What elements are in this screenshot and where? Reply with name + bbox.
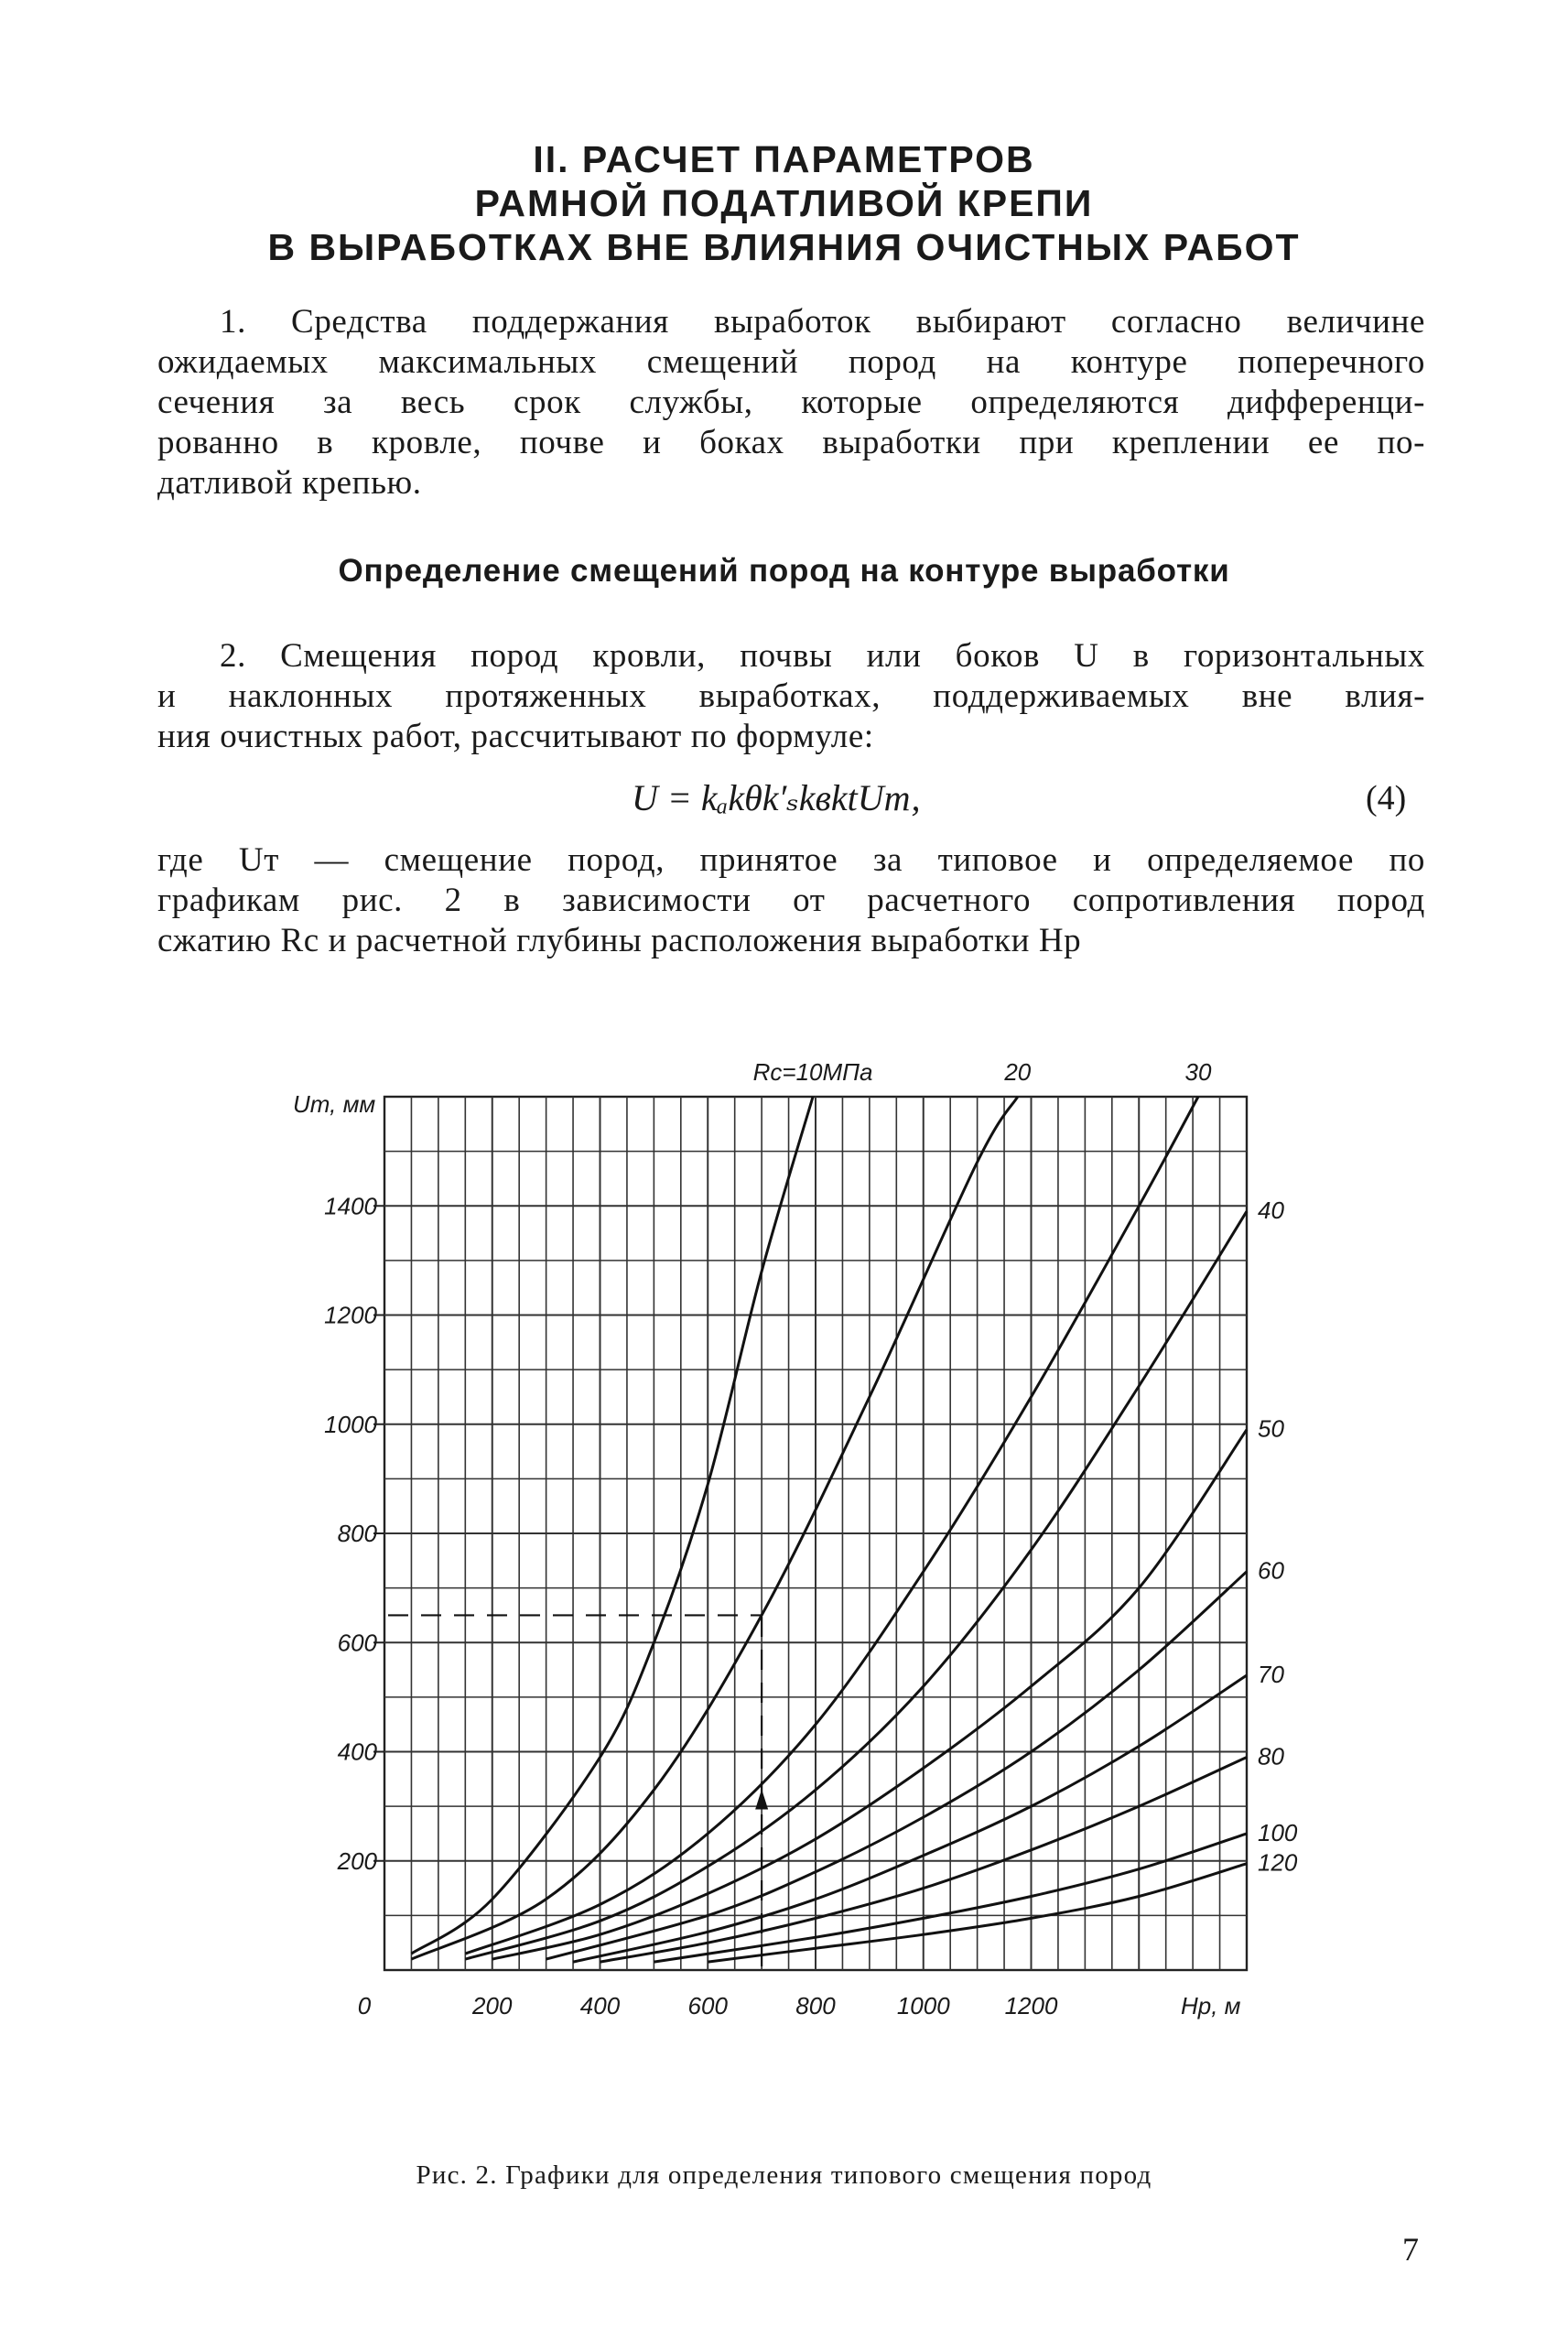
y-tick-label: 1400 [324, 1192, 377, 1220]
text-line: графикам рис. 2 в зависимости от расчетного сопротивления пород [157, 882, 1425, 919]
text-line: сечения за весь срок службы, которые определяются дифференци- [157, 384, 1425, 421]
x-axis-label: Hр, м [1181, 1992, 1241, 2019]
x-tick-label: 1200 [1004, 1992, 1058, 2019]
text-line: 1. Средства поддержания выработок выбирают согласно величине [220, 303, 1425, 341]
text-line: где Uт — смещение пород, принятое за типовое и определяемое по [157, 841, 1425, 879]
x-tick-label: 600 [687, 1992, 728, 2019]
title-line: II. РАСЧЕТ ПАРАМЕТРОВ [533, 138, 1035, 180]
text-line: рованно в кровле, почве и боках выработки при креплении ее по- [157, 424, 1425, 461]
x-tick-label: 400 [579, 1992, 621, 2019]
series-label: 40 [1258, 1196, 1284, 1225]
formula-number: (4) [1366, 779, 1407, 818]
series-line [411, 1097, 1017, 1959]
text-line: ния очистных работ, рассчитывают по формуле: [157, 718, 874, 755]
series-label: 100 [1258, 1818, 1298, 1846]
series-line [411, 1097, 813, 1954]
y-tick-label: 1200 [324, 1301, 377, 1329]
x-tick-label: 0 [357, 1992, 372, 2019]
series-label: 60 [1258, 1556, 1284, 1585]
text-line: и наклонных протяженных выработках, поддерживаемых вне влия- [157, 677, 1425, 715]
title-line: РАМНОЙ ПОДАТЛИВОЙ КРЕПИ [474, 182, 1094, 224]
page-number: 7 [1402, 2231, 1419, 2268]
series-label: Rс=10МПа [752, 1058, 873, 1086]
y-tick-label: 600 [337, 1629, 377, 1657]
x-tick-label: 800 [795, 1992, 836, 2019]
y-tick-label: 200 [337, 1846, 377, 1875]
x-tick-label: 200 [472, 1992, 513, 2019]
figure-caption: Рис. 2. Графики для определения типового смещения пород [416, 2160, 1152, 2190]
formula: U = kₐkθk′ₛkвktUт, [632, 777, 921, 818]
series-line [573, 1675, 1247, 1962]
y-axis-label: Uт, мм [293, 1090, 376, 1118]
y-tick-label: 800 [337, 1520, 377, 1547]
series-label: 120 [1258, 1848, 1298, 1877]
x-tick-label: 1000 [896, 1992, 950, 2019]
y-tick-label: 1000 [324, 1410, 377, 1438]
series-line [465, 1097, 1198, 1954]
series-label: 70 [1258, 1661, 1284, 1689]
text-line: ожидаемых максимальных смещений пород на контуре поперечного [157, 343, 1425, 381]
title-line: В ВЫРАБОТКАХ ВНЕ ВЛИЯНИЯ ОЧИСТНЫХ РАБОТ [267, 226, 1301, 268]
text-line: датливой крепью. [157, 464, 422, 502]
annotation-arrow [755, 1789, 768, 1809]
series-label: 80 [1258, 1742, 1284, 1770]
y-tick-label: 400 [337, 1738, 377, 1766]
series-label: 50 [1258, 1414, 1284, 1443]
series-line [465, 1211, 1247, 1959]
subheading: Определение смещений пород на контуре выработки [338, 553, 1230, 589]
series-label: 30 [1184, 1058, 1212, 1086]
text-line: сжатию Rс и расчетной глубины расположения выработки Hр [157, 922, 1082, 959]
series-label: 20 [1004, 1058, 1032, 1086]
text-line: 2. Смещения пород кровли, почвы или боков U в горизонтальных [220, 637, 1425, 675]
